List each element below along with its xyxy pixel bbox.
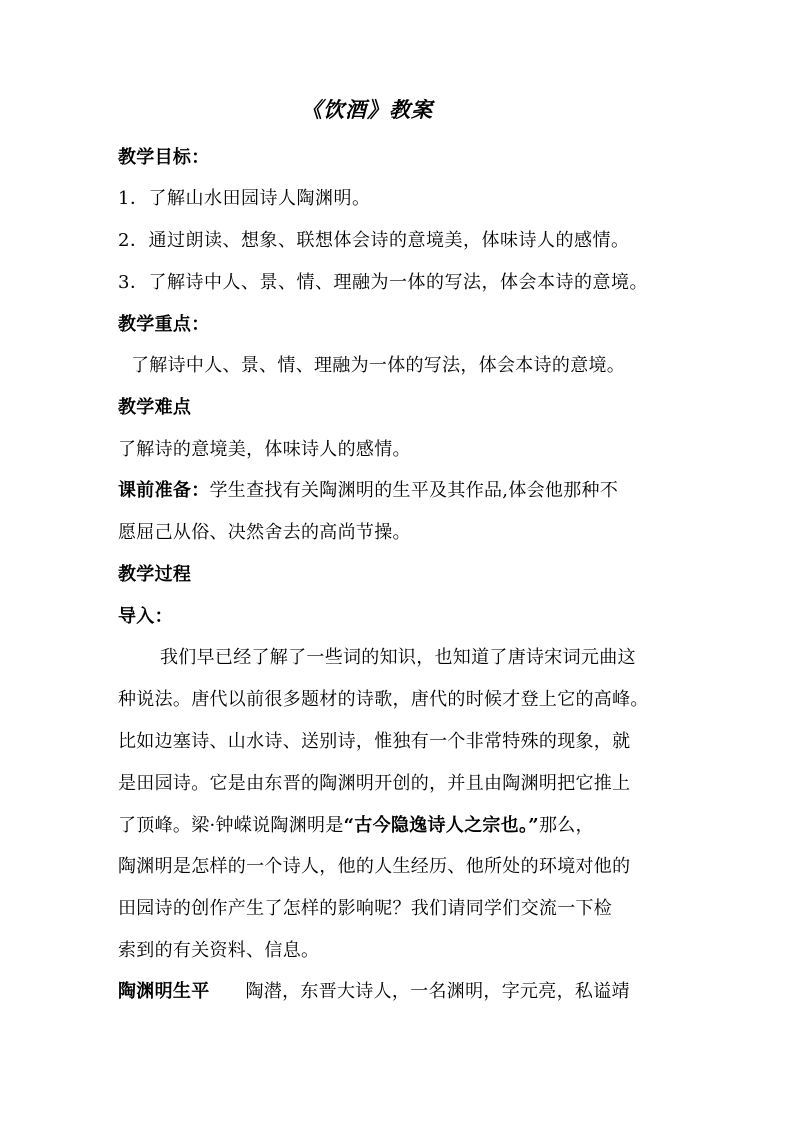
intro-heading: 导入： — [118, 606, 173, 627]
objective-item-1: 1．了解山水田园诗人陶渊明。 — [118, 188, 371, 209]
intro-line-3: 比如边塞诗、山水诗、送别诗，惟独有一个非常特殊的现象，就 — [118, 731, 631, 752]
key-points-heading: 教学重点： — [118, 314, 210, 335]
process-heading: 教学过程 — [118, 564, 192, 585]
biography-label: 陶渊明生平 — [118, 981, 210, 1002]
objective-item-3: 3．了解诗中人、景、情、理融为一体的写法，体会本诗的意境。 — [118, 272, 648, 293]
intro-line-4: 是田园诗。它是由东晋的陶渊明开创的，并且由陶渊明把它推上 — [118, 773, 631, 794]
intro-line-2: 种说法。唐代以前很多题材的诗歌，唐代的时候才登上它的高峰。 — [118, 689, 649, 710]
difficulty-text: 了解诗的意境美，体味诗人的感情。 — [118, 439, 411, 460]
intro-line-8: 索到的有关资料、信息。 — [118, 940, 320, 961]
intro-line-6: 陶渊明是怎样的一个诗人，他的人生经历、他所处的环境对他的 — [118, 856, 631, 877]
intro-line-5 — [118, 817, 678, 835]
objectives-heading: 教学目标： — [118, 147, 210, 168]
intro-line-5-before: 了顶峰。梁·钟嵘说陶渊明是 — [118, 815, 344, 836]
difficulty-heading: 教学难点 — [118, 397, 192, 418]
objective-item-2: 2．通过朗读、想象、联想体会诗的意境美，体味诗人的感情。 — [118, 230, 630, 251]
preparation-text-2: 愿屈己从俗、决然舍去的高尚节操。 — [118, 522, 411, 543]
document-title: 《饮酒》教案 — [301, 97, 433, 122]
biography-text: 陶潜，东晋大诗人，一名渊明，字元亮，私谥靖 — [245, 981, 630, 1002]
key-points-text: 了解诗中人、景、情、理融为一体的写法，体会本诗的意境。 — [131, 355, 626, 376]
intro-line-1: 我们早已经了解了一些词的知识，也知道了唐诗宋词元曲这 — [160, 647, 636, 668]
biography-line — [118, 983, 678, 1001]
intro-line-7: 田园诗的创作产生了怎样的影响呢？我们请同学们交流一下检 — [118, 898, 613, 919]
intro-line-5-after: 那么， — [538, 815, 594, 836]
preparation-label: 课前准备： — [118, 480, 210, 501]
intro-quote: “古今隐逸诗人之宗也。” — [343, 815, 539, 836]
preparation-text-1: 学生查找有关陶渊明的生平及其作品,体会他那种不 — [209, 480, 619, 501]
preparation-line-1 — [118, 482, 678, 500]
